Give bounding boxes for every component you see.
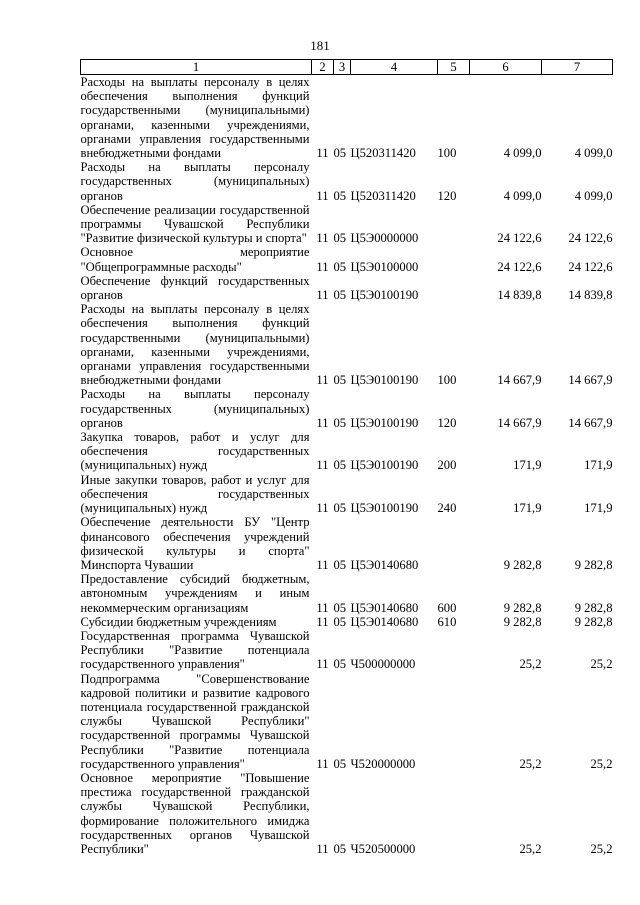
row-amount-2: 25,2 <box>590 841 613 856</box>
row-amount-1: 4 099,0 <box>503 188 542 203</box>
row-amount-1: 9 282,8 <box>503 600 542 615</box>
header-col-1: 1 <box>81 60 312 75</box>
row-amount-1: 25,2 <box>519 657 542 672</box>
row-name: Обеспечение деятельности БУ "Центр финансового обеспечения учреждений физической культуры и спорта" Минспорта Чувашии <box>80 515 310 572</box>
row-section: 11 <box>316 657 329 672</box>
row-subsection: 05 <box>333 756 347 771</box>
row-section: 11 <box>316 756 329 771</box>
row-amount-2: 25,2 <box>590 756 613 771</box>
header-col-4: 4 <box>351 60 438 75</box>
row-amount-1: 14 667,9 <box>497 373 542 388</box>
table-row <box>81 302 613 387</box>
table-row <box>81 615 613 629</box>
row-amount-2: 9 282,8 <box>574 614 613 629</box>
header-col-5: 5 <box>438 60 470 75</box>
row-amount-1: 24 122,6 <box>497 231 542 246</box>
row-expense-type <box>438 274 470 302</box>
table-row <box>81 629 613 672</box>
table-row <box>81 274 613 302</box>
row-section: 11 <box>316 188 329 203</box>
table-row <box>81 430 613 473</box>
row-subsection: 05 <box>333 259 347 274</box>
row-expense-type: 610 <box>437 614 457 629</box>
row-expense-type: 240 <box>437 501 457 516</box>
row-section: 11 <box>316 373 329 388</box>
row-amount-1: 14 667,9 <box>497 415 542 430</box>
table-row <box>81 473 613 516</box>
row-subsection: 05 <box>333 188 347 203</box>
row-subsection: 05 <box>333 614 347 629</box>
row-expense-type <box>438 203 470 246</box>
row-subsection: 05 <box>333 657 347 672</box>
row-target-article: Ц5Э0100190 <box>350 415 419 430</box>
row-name: Обеспечение реализации государственной программы Чувашской Республики "Развитие физической культуры и спорта" <box>80 202 310 246</box>
row-name: Основное мероприятие "Общепрограммные расходы" <box>80 245 310 274</box>
row-subsection: 05 <box>333 373 347 388</box>
row-subsection: 05 <box>333 231 347 246</box>
row-section: 11 <box>316 259 329 274</box>
row-amount-2: 9 282,8 <box>574 557 613 572</box>
row-target-article: Ц5Э0140680 <box>350 600 419 615</box>
row-amount-2: 24 122,6 <box>568 259 613 274</box>
row-amount-2: 9 282,8 <box>574 600 613 615</box>
row-name: Расходы на выплаты персоналу в целях обеспечения выполнения функций государственными (муниципальными) органами, казенными учреждениями, органами управления государственными внебюджетными фондами <box>80 302 310 388</box>
table-row <box>81 672 613 771</box>
row-amount-1: 9 282,8 <box>503 614 542 629</box>
row-amount-2: 4 099,0 <box>574 188 613 203</box>
row-name: Государственная программа Чувашской Республики "Развитие потенциала государственного управления" <box>80 628 310 672</box>
row-amount-2: 14 839,8 <box>568 288 613 303</box>
row-amount-1: 9 282,8 <box>503 557 542 572</box>
row-section: 11 <box>316 557 329 572</box>
budget-table <box>80 59 613 856</box>
row-target-article: Ч500000000 <box>350 657 416 672</box>
row-target-article: Ч520500000 <box>350 841 416 856</box>
row-amount-1: 171,9 <box>513 458 542 473</box>
row-section: 11 <box>316 600 329 615</box>
row-name: Расходы на выплаты персоналу государственных (муниципальных) органов <box>80 387 310 430</box>
row-name: Обеспечение функций государственных органов <box>80 273 310 303</box>
row-expense-type <box>438 771 470 856</box>
row-amount-2: 4 099,0 <box>574 146 613 161</box>
row-name: Основное мероприятие "Повышение престижа государственной гражданской службы Чувашской Республики, формирование положительного имиджа государственных органов Чувашской Республики" <box>80 770 310 856</box>
row-target-article: Ц5Э0000000 <box>350 231 419 246</box>
row-subsection: 05 <box>333 501 347 516</box>
row-subsection: 05 <box>333 458 347 473</box>
table-row <box>81 160 613 203</box>
row-amount-2: 171,9 <box>584 501 613 516</box>
row-section: 11 <box>316 415 329 430</box>
header-col-6: 6 <box>470 60 542 75</box>
row-subsection: 05 <box>333 146 347 161</box>
row-target-article: Ц5Э0100190 <box>350 288 419 303</box>
row-expense-type: 120 <box>437 415 457 430</box>
row-target-article: Ц5Э0100190 <box>350 458 419 473</box>
header-col-2: 2 <box>312 60 334 75</box>
row-amount-1: 14 839,8 <box>497 288 542 303</box>
row-name: Расходы на выплаты персоналу в целях обеспечения выполнения функций государственными (муниципальными) органами, казенными учреждениями, органами управления государственными внебюджетными фондами <box>80 75 310 161</box>
row-expense-type: 120 <box>437 188 457 203</box>
row-amount-1: 25,2 <box>519 841 542 856</box>
table-header-row <box>81 60 613 75</box>
row-subsection: 05 <box>333 841 347 856</box>
row-amount-1: 171,9 <box>513 501 542 516</box>
row-amount-2: 14 667,9 <box>568 373 613 388</box>
row-expense-type: 200 <box>437 458 457 473</box>
row-section: 11 <box>316 458 329 473</box>
row-section: 11 <box>316 231 329 246</box>
row-expense-type <box>438 672 470 771</box>
row-subsection: 05 <box>333 600 347 615</box>
row-target-article: Ц520311420 <box>350 188 416 203</box>
table-row <box>81 245 613 273</box>
row-target-article: Ц520311420 <box>350 146 416 161</box>
table-row <box>81 203 613 246</box>
row-target-article: Ч520000000 <box>350 756 416 771</box>
row-amount-2: 171,9 <box>584 458 613 473</box>
row-amount-2: 24 122,6 <box>568 231 613 246</box>
row-target-article: Ц5Э0140680 <box>350 557 419 572</box>
row-target-article: Ц5Э0100190 <box>350 501 419 516</box>
table-row <box>81 515 613 572</box>
row-amount-2: 14 667,9 <box>568 415 613 430</box>
table-row <box>81 75 613 161</box>
row-target-article: Ц5Э0140680 <box>350 614 419 629</box>
row-amount-1: 25,2 <box>519 756 542 771</box>
table-row <box>81 387 613 430</box>
page-number: 181 <box>310 38 330 53</box>
row-target-article: Ц5Э0100190 <box>350 373 419 388</box>
row-expense-type <box>438 629 470 672</box>
row-name: Расходы на выплаты персоналу государственных (муниципальных) органов <box>80 160 310 203</box>
row-name: Иные закупки товаров, работ и услуг для обеспечения государственных (муниципальных) нужд <box>80 472 310 516</box>
row-section: 11 <box>316 614 329 629</box>
row-expense-type: 100 <box>437 146 457 161</box>
row-section: 11 <box>316 288 329 303</box>
row-name: Подпрограмма "Совершенствование кадровой политики и развитие кадрового потенциала государственной гражданской службы Чувашской Республики" государственной программы Чувашской Республики "Развитие потенциала государственного управления" <box>80 671 310 771</box>
row-name: Закупка товаров, работ и услуг для обеспечения государственных (муниципальных) нужд <box>80 430 310 473</box>
row-expense-type <box>438 245 470 273</box>
row-expense-type: 600 <box>437 600 457 615</box>
row-amount-2: 25,2 <box>590 657 613 672</box>
row-amount-1: 4 099,0 <box>503 146 542 161</box>
row-name: Субсидии бюджетным учреждениям <box>80 614 277 629</box>
row-expense-type: 100 <box>437 373 457 388</box>
row-subsection: 05 <box>333 557 347 572</box>
row-expense-type <box>438 515 470 572</box>
row-section: 11 <box>316 841 329 856</box>
row-subsection: 05 <box>333 288 347 303</box>
table-row <box>81 771 613 856</box>
row-amount-1: 24 122,6 <box>497 259 542 274</box>
header-col-3: 3 <box>334 60 351 75</box>
row-section: 11 <box>316 501 329 516</box>
table-row <box>81 572 613 615</box>
row-section: 11 <box>316 146 329 161</box>
header-col-7: 7 <box>542 60 613 75</box>
row-subsection: 05 <box>333 415 347 430</box>
row-name: Предоставление субсидий бюджетным, автономным учреждениям и иным некоммерческим организациям <box>80 572 310 615</box>
row-target-article: Ц5Э0100000 <box>350 259 419 274</box>
